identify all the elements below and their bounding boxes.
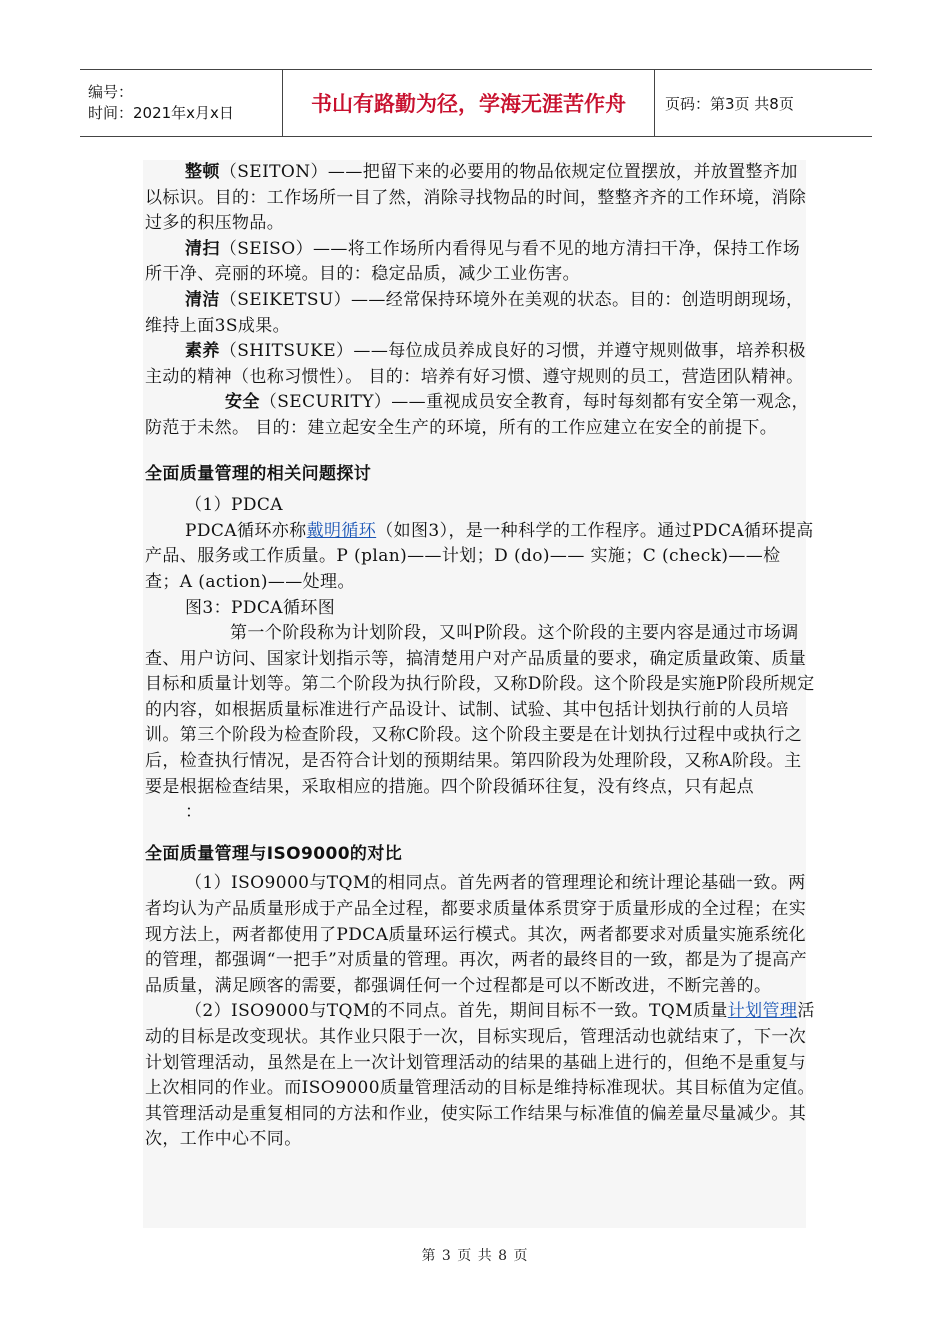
iso-diff-text-start: （2）ISO9000与TQM的不同点。首先，期间目标不一致。TQM质量 [185,1001,728,1022]
term-seiton: 整顿 [185,162,220,182]
paragraph-seiton [145,160,815,237]
page-header [80,69,872,137]
colon-line: ： [185,802,203,823]
pdca-text-start: PDCA循环亦称 [185,520,307,541]
text-shitsuke: （SHITSUKE）——每位成员养成良好的习惯，并遵守规则做事，培养积极主动的精神（也称习惯性）。 目的：培养有好习惯、遵守规则的员工，营造团队精神。 [145,341,806,387]
number-label: 编号： [88,83,134,101]
text-seiso: （SEISO）——将工作场所内看得见与看不见的地方清扫干净，保持工作场所干净、亮丽的环境。目的：稳定品质，减少工业伤害。 [145,238,801,285]
term-shitsuke: 素养 [185,341,220,362]
paragraph-pdca [145,519,815,596]
page-footer: 第 3 页 共 8 页 [421,1248,529,1264]
plan-management-link[interactable]: 计划管理 [727,1001,798,1022]
pdca-heading: （1）PDCA [185,495,283,516]
term-security: 安全 [225,392,260,413]
paragraph-shitsuke [145,339,815,390]
paragraph-pdca-stages: 第一个阶段称为计划阶段，又叫P阶段。这个阶段的主要内容是通过市场调查、用户访问、国家计划指示等，搞清楚用户对产品质量的要求，确定质量政策、质量目标和质量计划等。第二个阶段为执行阶段，又称D阶段。这个阶段是实施P阶段所规定的内容，如根据质量标准进行产品设计、试制、试验、其中包括计划执行前的人员培训。第三个阶段为检查阶段，又称C阶段。这个阶段主要是在计划执行过程中或执行之后，检查执行情况，是否符合计划的预期结果。第四阶段为处理阶段，又称A阶段。主要是根据检查结果，采取相应的措施。四个阶段循环往复，没有终点，只有起点 [145,623,815,797]
text-seiton: （SEITON）——把留下来的必要用的物品依规定位置摆放，并放置整齐加以标识。目的：工作场所一目了然，消除寻找物品的时间，整整齐齐的工作环境，消除过多的积压物品。 [145,162,807,234]
text-seiketsu: （SEIKETSU）——经常保持环境外在美观的状态。目的：创造明朗现场，维持上面3S成果。 [145,289,804,336]
term-seiketsu: 清洁 [185,289,220,310]
iso-diff-text-rest: 活动的目标是改变现状。其作业只限于一次，目标实现后，管理活动也就结束了，下一次计划管理活动，虽然是在上一次计划管理活动的结果的基础上进行的，但绝不是重复与上次相同的作业。而ISO9000质量管理活动的目标是维持标准现状。其目标值为定值。其管理活动是重复相同的方法和作业，使实际工作结果与标准值的偏差量尽量减少。其次，工作中心不同。 [145,1001,815,1150]
header-meta [80,70,283,136]
date-label: 时间：2021年x月x日 [88,104,234,122]
header-motto: 书山有路勤为径，学海无涯苦作舟 [283,70,655,136]
figure-caption: 图3：PDCA循环图 [185,597,336,618]
deming-cycle-link[interactable]: 戴明循环 [306,520,377,541]
paragraph-seiso [145,237,815,288]
paragraph-seiketsu [145,288,815,339]
paragraph-iso-same: （1）ISO9000与TQM的相同点。首先两者的管理理论和统计理论基础一致。两者均认为产品质量形成于产品全过程，都要求质量体系贯穿于质量形成的全过程；在实现方法上，两者都使用了PDCA质量环运行模式。其次，两者都要求对质量实施系统化的管理，都强调“一把手”对质量的管理。再次，两者的最终目的一致，都是为了提高产品质量，满足顾客的需要，都强调任何一个过程都是可以不断改进，不断完善的。 [145,873,807,996]
section-heading-iso: 全面质量管理与ISO9000的对比 [145,843,403,864]
document-body [145,160,815,1153]
paragraph-security [145,390,815,441]
section-heading-tqm: 全面质量管理的相关问题探讨 [145,463,372,484]
pdca-text-rest: （如图3），是一种科学的工作程序。通过PDCA循环提高产品、服务或工作质量。P (plan)——计划；D (do)—— 实施；C (check)——检查；A (action)——处理。 [145,520,814,592]
paragraph-iso-diff [145,999,815,1153]
header-page-number: 页码：第3页 共8页 [665,94,794,113]
text-security: （SECURITY）——重视成员安全教育，每时每刻都有安全第一观念，防范于未然。 目的：建立起安全生产的环境，所有的工作应建立在安全的前提下。 [145,392,809,438]
term-seiso: 清扫 [185,238,220,259]
